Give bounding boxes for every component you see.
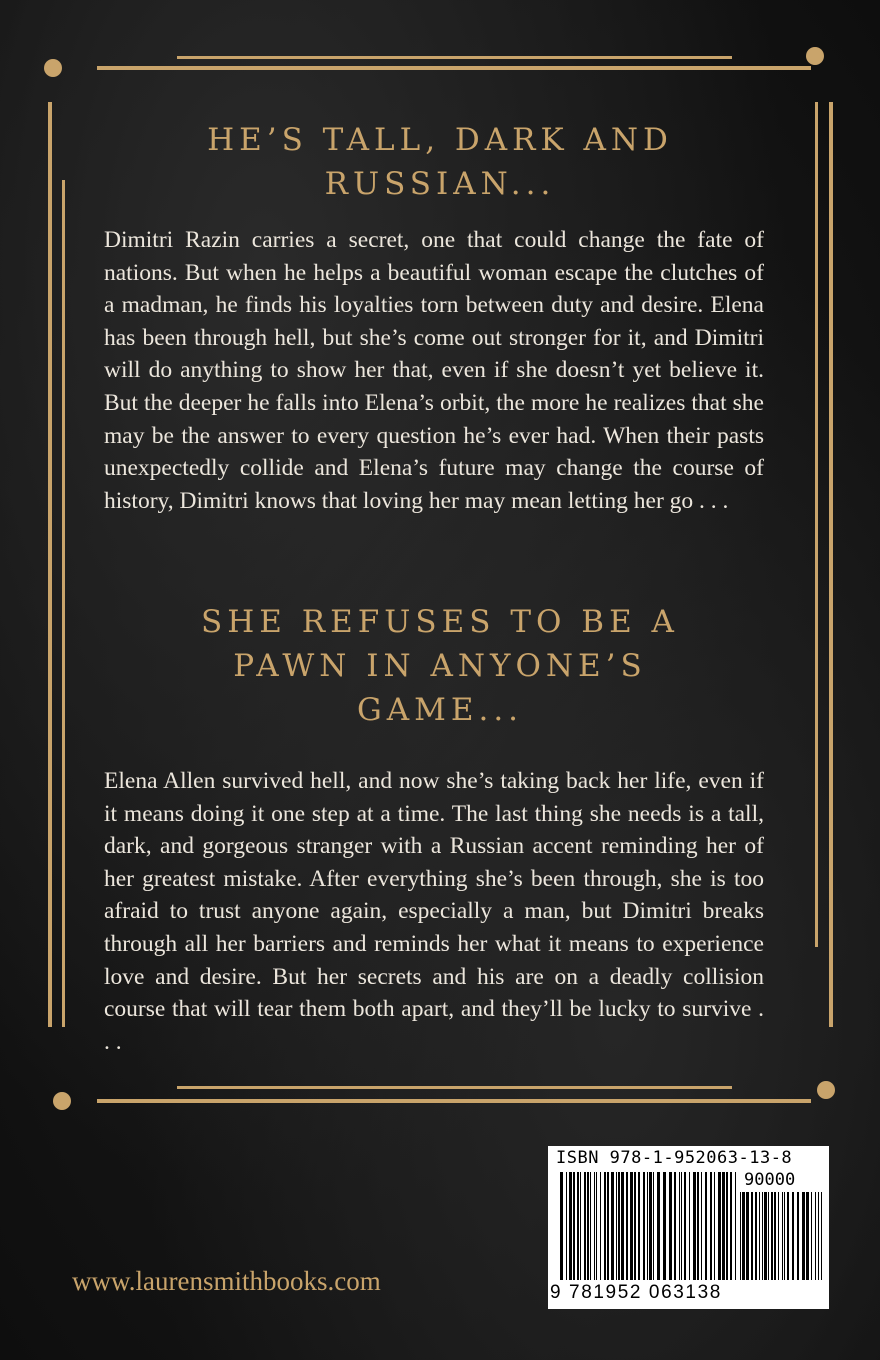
frame-left-outer-line (48, 102, 52, 1027)
section1-body: Dimitri Razin carries a secret, one that could change the fate of nations. But when he helps a beautiful woman escape the clutches of a madman, he finds his loyalties torn between duty and desire. Elena has been through hell, but she’s come out stronger for it, and Dimitri will do anything to show her that, even if she doesn’t yet believe it. But the deeper he falls into Elena’s orbit, the more he realizes that she may be the answer to every question he’s ever had. When their pasts unexpectedly collide and Elena’s future may change the course of history, Dimitri knows that loving her may mean letting her go . . . (104, 227, 764, 514)
barcode-bar (653, 1172, 654, 1280)
section2-heading-line2: PAWN IN ANYONE’S (233, 648, 647, 684)
barcode-bar (684, 1172, 686, 1280)
barcode-bar (792, 1192, 794, 1280)
barcode-bar (787, 1192, 789, 1280)
corner-dot-top-right (806, 47, 824, 65)
barcode-bars-main (560, 1172, 736, 1280)
barcode-bar (638, 1172, 640, 1280)
barcode-bar (577, 1172, 579, 1280)
frame-bottom-outer-line (97, 1099, 811, 1103)
barcode-bars-addon (740, 1192, 822, 1280)
barcode-bar (604, 1172, 606, 1280)
barcode-bar (764, 1192, 767, 1280)
barcode-bar (821, 1192, 822, 1280)
barcode-bar (669, 1172, 672, 1280)
isbn-label: ISBN 978-1-952063-13-8 (556, 1148, 793, 1168)
author-website: www.laurensmithbooks.com (72, 1266, 381, 1296)
barcode-bar (778, 1192, 779, 1280)
frame-top-inner-line (177, 56, 732, 59)
barcode-bar (701, 1172, 702, 1280)
barcode-bar (784, 1192, 785, 1280)
barcode-bar (771, 1192, 773, 1280)
ean-digits: 9 781952 063138 (550, 1282, 722, 1303)
barcode-bar (634, 1172, 636, 1280)
barcode-bar (755, 1192, 757, 1280)
barcode-bar (584, 1172, 586, 1280)
section2-heading-line3: GAME... (356, 692, 524, 728)
barcode-bar (811, 1192, 812, 1280)
section1-heading (100, 118, 780, 206)
isbn-barcode (548, 1146, 829, 1309)
barcode-bar (722, 1172, 725, 1280)
corner-dot-bottom-right (817, 1081, 835, 1099)
barcode-bar (693, 1172, 696, 1280)
section1-heading-line1: HE’S TALL, DARK AND (207, 122, 673, 158)
barcode-bar (663, 1172, 666, 1280)
barcode-bar (611, 1172, 614, 1280)
barcode-bar (762, 1192, 763, 1280)
price-code: 90000 (744, 1170, 796, 1190)
barcode-bar (710, 1172, 712, 1280)
barcode-bar (607, 1172, 609, 1280)
barcode-bar (600, 1172, 601, 1280)
barcode-bar (818, 1192, 819, 1280)
barcode-bar (573, 1172, 575, 1280)
barcode-bar (566, 1172, 567, 1280)
barcode-bar (705, 1172, 707, 1280)
barcode-bar (697, 1172, 699, 1280)
barcode-bar (782, 1192, 783, 1280)
barcode-bar (560, 1172, 563, 1280)
barcode-bar (746, 1192, 749, 1280)
corner-dot-bottom-left (53, 1092, 71, 1110)
frame-right-outer-line (829, 102, 833, 1027)
barcode-bar (643, 1172, 645, 1280)
barcode-bar (718, 1172, 721, 1280)
barcode-bar (740, 1192, 741, 1280)
barcode-bar (569, 1172, 572, 1280)
barcode-bar (630, 1172, 633, 1280)
frame-left-inner-line (62, 180, 65, 1027)
barcode-bar (689, 1172, 690, 1280)
barcode-bar (649, 1172, 652, 1280)
barcode-bar (768, 1192, 769, 1280)
barcode-bar (774, 1192, 776, 1280)
barcode-bar (616, 1172, 617, 1280)
barcode-bar (596, 1172, 597, 1280)
barcode-bar (590, 1172, 591, 1280)
barcode-bar (815, 1192, 816, 1280)
section2-heading-line1: SHE REFUSES TO BE A (201, 604, 679, 640)
frame-right-inner-line (815, 102, 818, 947)
barcode-bar (580, 1172, 581, 1280)
barcode-bar (797, 1192, 799, 1280)
barcode-bar (587, 1172, 589, 1280)
barcode-bar (735, 1172, 736, 1280)
barcode-bar (742, 1192, 745, 1280)
corner-dot-top-left (44, 59, 62, 77)
barcode-bar (647, 1172, 648, 1280)
barcode-bar (681, 1172, 682, 1280)
section2-body: Elena Allen survived hell, and now she’s taking back her life, even if it means doing it one step at a time. The last thing she needs is a tall, dark, and gorgeous stranger with a Russian accent reminding her of her greatest mistake. After everything she’s been through, she is too afraid to trust anyone again, especially a man, but Dimitri breaks through all her barriers and reminds her what it means to experience love and desire. But her secrets and his are on a deadly collision course that will tear them both apart, and they’ll be lucky to survive . . . (104, 768, 764, 1055)
barcode-bar (730, 1172, 732, 1280)
barcode-bar (594, 1172, 595, 1280)
barcode-bar (657, 1172, 660, 1280)
barcode-bar (806, 1192, 809, 1280)
barcode-bar (759, 1192, 760, 1280)
barcode-bar (626, 1172, 628, 1280)
frame-bottom-inner-line (177, 1086, 732, 1089)
section1-heading-line2: RUSSIAN... (324, 166, 556, 202)
barcode-bar (726, 1172, 728, 1280)
barcode-bar (674, 1172, 676, 1280)
barcode-bar (621, 1172, 624, 1280)
barcode-bar (679, 1172, 680, 1280)
barcode-bar (751, 1192, 753, 1280)
barcode-bar (714, 1172, 715, 1280)
section2-heading (100, 600, 780, 732)
barcode-bar (618, 1172, 620, 1280)
barcode-bar (802, 1192, 805, 1280)
frame-top-outer-line (97, 66, 811, 70)
